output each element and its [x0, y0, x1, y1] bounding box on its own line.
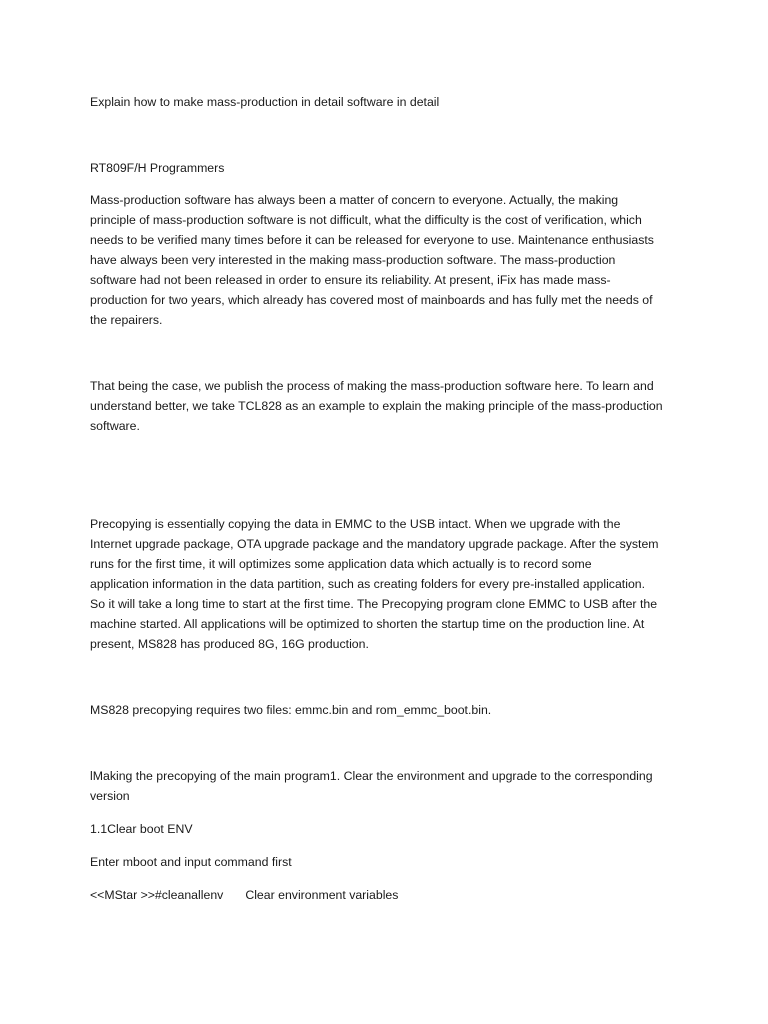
command-line [90, 885, 398, 905]
document-title: Explain how to make mass-production in detail software in detail [90, 95, 440, 109]
paragraph-line: Internet upgrade package, OTA upgrade package and the mandatory upgrade package. After the system [90, 537, 659, 551]
paragraph-line: Precopying is essentially copying the data in EMMC to the USB intact. When we upgrade with the [90, 517, 621, 531]
paragraph-line: machine started. All applications will be optimized to shorten the startup time on the production line. At [90, 617, 645, 631]
paragraph-line: production for two years, which already has covered most of mainboards and has fully met the needs of [90, 293, 653, 307]
section-heading-clear-boot-env: 1.1Clear boot ENV [90, 822, 193, 836]
paragraph-enter-mboot: Enter mboot and input command first [90, 855, 292, 869]
document-subtitle: RT809F/H Programmers [90, 161, 225, 175]
paragraph-line: principle of mass-production software is not difficult, what the difficulty is the cost of verification, which [90, 213, 642, 227]
paragraph-line: Mass-production software has always been a matter of concern to everyone. Actually, the making [90, 193, 619, 207]
paragraph-line: software. [90, 419, 140, 433]
paragraph-line: understand better, we take TCL828 as an example to explain the making principle of the mass-production [90, 399, 663, 413]
paragraph-line: That being the case, we publish the process of making the mass-production software here. To learn and [90, 379, 654, 393]
paragraph-line: have always been very interested in the making mass-production software. The mass-production [90, 253, 616, 267]
paragraph-line: lMaking the precopying of the main program1. Clear the environment and upgrade to the corresponding [90, 769, 653, 783]
paragraph-line: needs to be verified many times before it can be released for everyone to use. Maintenance enthusiasts [90, 233, 654, 247]
command-text: <<MStar >>#cleanallenv [90, 888, 224, 902]
paragraph-line: version [90, 789, 130, 803]
paragraph-line: application information in the data partition, such as creating folders for every pre-installed application. [90, 577, 646, 591]
command-description: Clear environment variables [245, 888, 399, 902]
paragraph-line: software had not been released in order to ensure its reliability. At present, iFix has made mass- [90, 273, 611, 287]
paragraph-line: present, MS828 has produced 8G, 16G production. [90, 637, 369, 651]
paragraph-line: runs for the first time, it will optimizes some application data which actually is to record some [90, 557, 592, 571]
paragraph-line: So it will take a long time to start at the first time. The Precopying program clone EMMC to USB after the [90, 597, 658, 611]
paragraph-line: the repairers. [90, 313, 163, 327]
paragraph-required-files: MS828 precopying requires two files: emmc.bin and rom_emmc_boot.bin. [90, 703, 492, 717]
